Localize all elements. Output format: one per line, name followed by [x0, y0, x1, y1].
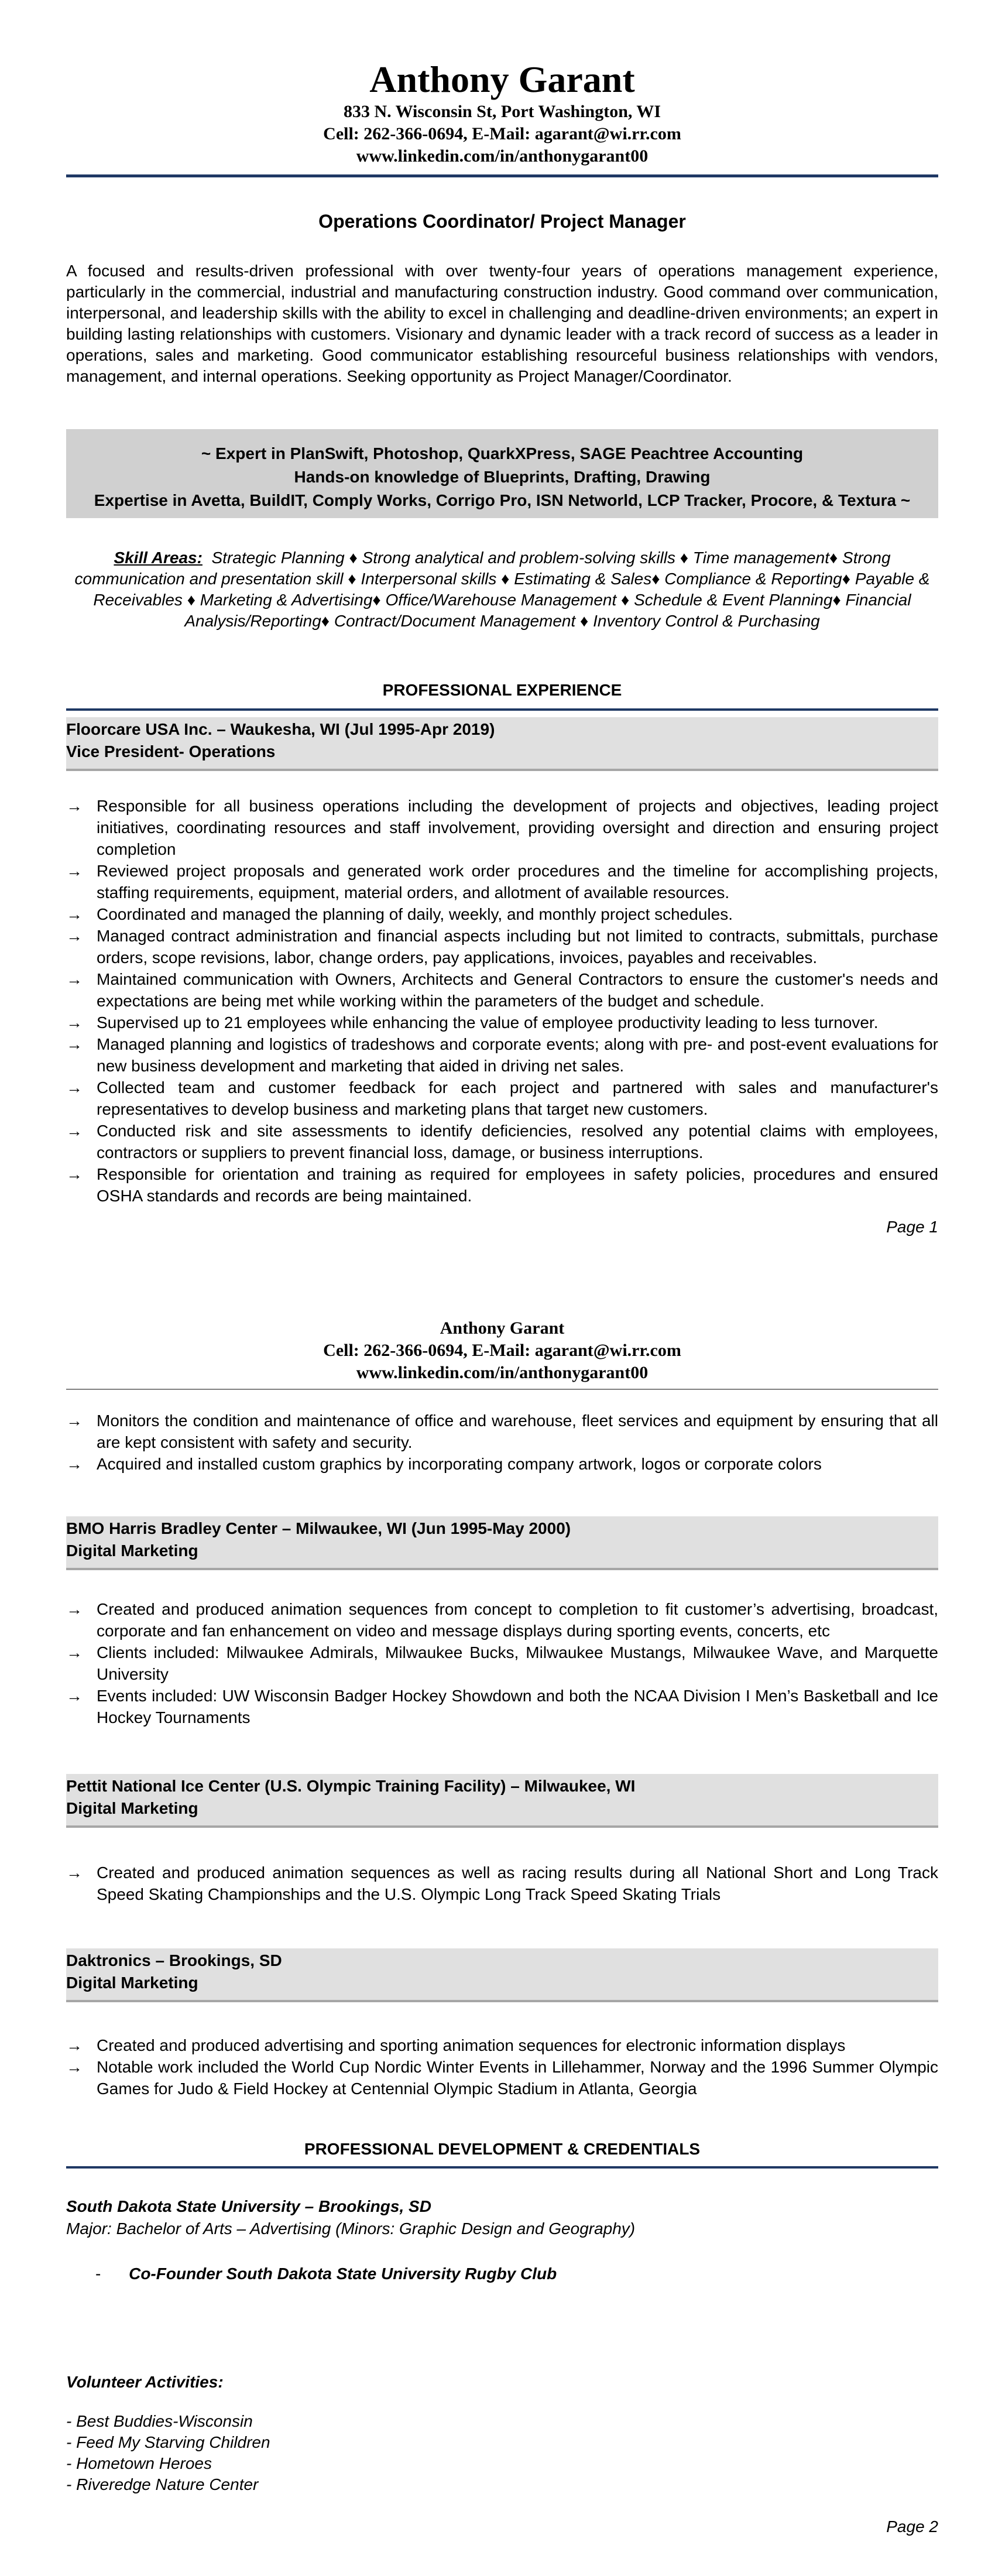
arrow-icon: →: [66, 797, 83, 815]
list-item: - Riveredge Nature Center: [66, 2475, 259, 2493]
job-header: [66, 717, 938, 771]
job-role: Digital Marketing: [66, 1799, 198, 1817]
education-block: [66, 2195, 938, 2240]
volunteer-list: [66, 2411, 938, 2495]
contact-line: Cell: 262-366-0694, E-Mail: agarant@wi.rr.com: [323, 124, 681, 143]
list-item: → Supervised up to 21 employees while enhancing the value of employee productivity leading to less turnover.: [66, 1012, 938, 1033]
list-item: → Reviewed project proposals and generated work order procedures and the timeline for accomplishing projects, staffing requirements, equipment, material orders, and allotment of available resources.: [66, 860, 938, 903]
summary-paragraph: A focused and results-driven professional with over twenty-four years of operations management experience, particularly in the commercial, industrial and manufacturing construction industry. Good command over communication, interpersonal, and leadership skills with the ability to excel in challenging and deadline-driven environments; an expert in building lasting relationships with customers. Visionary and dynamic leader with a track record of success as a leader in operations, sales and marketing. Good communicator establishing resourceful business relationships with vendors, management, and internal operations. Seeking opportunity as Project Manager/Coordinator.: [66, 262, 938, 385]
arrow-icon: →: [66, 927, 83, 945]
job-header: [66, 1948, 938, 2002]
dash: -: [95, 2265, 101, 2283]
expertise-line: Expertise in Avetta, BuildIT, Comply Works, Corrigo Pro, ISN Networld, LCP Tracker, Procore, & Textura ~: [94, 491, 911, 509]
list-item: → Acquired and installed custom graphics by incorporating company artwork, logos or corporate colors: [66, 1453, 938, 1475]
school-name: South Dakota State University – Brookings, SD: [66, 2197, 431, 2215]
resume-header: [66, 59, 938, 167]
job-bullets: [66, 2034, 938, 2099]
arrow-icon: →: [66, 2036, 83, 2054]
page2-header: [66, 1317, 938, 1384]
arrow-icon: →: [66, 1165, 83, 1183]
arrow-icon: →: [66, 1864, 83, 1882]
job-company: Daktronics – Brookings, SD: [66, 1951, 282, 1969]
job-company: BMO Harris Bradley Center – Milwaukee, WI (Jun 1995-May 2000): [66, 1519, 571, 1537]
skill-areas: [66, 547, 938, 632]
linkedin-url[interactable]: www.linkedin.com/in/anthonygarant00: [356, 1363, 649, 1382]
list-item: → Responsible for all business operations including the development of projects and objectives, leading project initiatives, coordinating resources and staff involvement, providing oversight and direction and ensuring project completion: [66, 795, 938, 860]
experience-divider: [66, 708, 938, 711]
address: 833 N. Wisconsin St, Port Washington, WI: [343, 102, 661, 121]
list-item: → Monitors the condition and maintenance of office and warehouse, fleet services and equipment by ensuring that all are kept consistent with safety and security.: [66, 1410, 938, 1453]
rugby-club: Co-Founder South Dakota State University Rugby Club: [129, 2265, 557, 2283]
job-bullets: [66, 1598, 938, 1728]
job-role: Digital Marketing: [66, 1974, 198, 1992]
candidate-name: Anthony Garant: [369, 59, 635, 100]
arrow-icon: →: [66, 1412, 83, 1430]
job-bullets: [66, 1862, 938, 1905]
volunteer-title: Volunteer Activities:: [66, 2373, 224, 2391]
list-item: → Notable work included the World Cup Nordic Winter Events in Lillehammer, Norway and the 1996 Summer Olympic Games for Judo & Field Hockey at Centennial Olympic Stadium in Atlanta, Georgia: [66, 2056, 938, 2099]
arrow-icon: →: [66, 862, 83, 880]
candidate-name: Anthony Garant: [440, 1318, 565, 1338]
arrow-icon: →: [66, 1455, 83, 1473]
arrow-icon: →: [66, 1643, 83, 1662]
header-divider: [66, 174, 938, 177]
job-bullets: [66, 795, 938, 1207]
list-item: → Maintained communication with Owners, Architects and General Contractors to ensure the customer's needs and expectations are being met while working within the parameters of the budget and schedule.: [66, 968, 938, 1012]
skill-areas-list: Strategic Planning ♦ Strong analytical and problem-solving skills ♦ Time management♦ Strong communication and presentation skill ♦ Interpersonal skills ♦ Estimating & Sales♦ Compliance & Reporting♦ Payable & Receivables ♦ Marketing & Advertising♦ Office/Warehouse Management ♦ Schedule & Event Planning♦ Financial Analysis/Reporting♦ Contract/Document Management ♦ Inventory Control & Purchasing: [74, 549, 930, 630]
list-item: → Created and produced advertising and sporting animation sequences for electronic information displays: [66, 2034, 938, 2056]
job-header: [66, 1774, 938, 1828]
job-role: Vice President- Operations: [66, 742, 276, 761]
job-bullets-continued: [66, 1410, 938, 1475]
job-role: Digital Marketing: [66, 1542, 198, 1560]
list-item: → Managed contract administration and financial aspects including but not limited to contracts, submittals, purchase orders, scope revisions, labor, change orders, pay applications, invoices, payables and receivables.: [66, 925, 938, 968]
page-number: Page 2: [886, 2517, 938, 2536]
major: Major: Bachelor of Arts – Advertising (Minors: Graphic Design and Geography): [66, 2219, 636, 2238]
development-title: PROFESSIONAL DEVELOPMENT & CREDENTIALS: [304, 2140, 701, 2158]
experience-title: PROFESSIONAL EXPERIENCE: [382, 681, 622, 699]
list-item: → Collected team and customer feedback for each project and partnered with sales and manufacturer's representatives to develop business and marketing plans that target new customers.: [66, 1077, 938, 1120]
arrow-icon: →: [66, 905, 83, 923]
skill-areas-label: Skill Areas:: [114, 549, 203, 567]
linkedin-url[interactable]: www.linkedin.com/in/anthonygarant00: [356, 146, 649, 166]
list-item: → Responsible for orientation and training as required for employees in safety policies, procedures and ensured OSHA standards and records are being maintained.: [66, 1163, 938, 1207]
page-number: Page 1: [886, 1218, 938, 1236]
list-item: → Coordinated and managed the planning of daily, weekly, and monthly project schedules.: [66, 903, 938, 925]
objective-title: Operations Coordinator/ Project Manager: [318, 211, 686, 232]
expertise-box: [66, 429, 938, 518]
arrow-icon: →: [66, 1013, 83, 1032]
list-item: → Conducted risk and site assessments to identify deficiencies, resolved any potential claims with employees, contractors or suppliers to prevent financial loss, damage, or business interruptions.: [66, 1120, 938, 1163]
expertise-line: ~ Expert in PlanSwift, Photoshop, QuarkXPress, SAGE Peachtree Accounting: [201, 444, 804, 463]
list-item: → Clients included: Milwaukee Admirals, Milwaukee Bucks, Milwaukee Mustangs, Milwaukee Wave, and Marquette University: [66, 1642, 938, 1685]
education-extra: [95, 2263, 915, 2285]
list-item: → Events included: UW Wisconsin Badger Hockey Showdown and both the NCAA Division I Men’s Basketball and Ice Hockey Tournaments: [66, 1685, 938, 1728]
arrow-icon: →: [66, 2058, 83, 2076]
arrow-icon: →: [66, 1035, 83, 1053]
arrow-icon: →: [66, 1078, 83, 1097]
list-item: → Created and produced animation sequences as well as racing results during all National Short and Long Track Speed Skating Championships and the U.S. Olympic Long Track Speed Skating Trials: [66, 1862, 938, 1905]
arrow-icon: →: [66, 1122, 83, 1140]
job-header: [66, 1516, 938, 1570]
list-item: - Feed My Starving Children: [66, 2433, 270, 2451]
arrow-icon: →: [66, 1687, 83, 1705]
list-item: - Hometown Heroes: [66, 2454, 212, 2472]
page2-divider: [66, 1389, 938, 1390]
arrow-icon: →: [66, 970, 83, 988]
list-item: - Best Buddies-Wisconsin: [66, 2412, 253, 2430]
contact-line: Cell: 262-366-0694, E-Mail: agarant@wi.rr.com: [323, 1341, 681, 1360]
job-company: Floorcare USA Inc. – Waukesha, WI (Jul 1995-Apr 2019): [66, 720, 495, 738]
development-divider: [66, 2166, 938, 2169]
list-item: → Managed planning and logistics of tradeshows and corporate events; along with pre- and post-event evaluations for new business development and marketing that aided in driving net sales.: [66, 1033, 938, 1077]
job-company: Pettit National Ice Center (U.S. Olympic Training Facility) – Milwaukee, WI: [66, 1777, 636, 1795]
arrow-icon: →: [66, 1600, 83, 1618]
expertise-line: Hands-on knowledge of Blueprints, Drafting, Drawing: [294, 468, 711, 486]
list-item: → Created and produced animation sequences from concept to completion to fit customer’s advertising, broadcast, corporate and fan enhancement on video and message displays during sporting events, concerts, etc: [66, 1598, 938, 1642]
